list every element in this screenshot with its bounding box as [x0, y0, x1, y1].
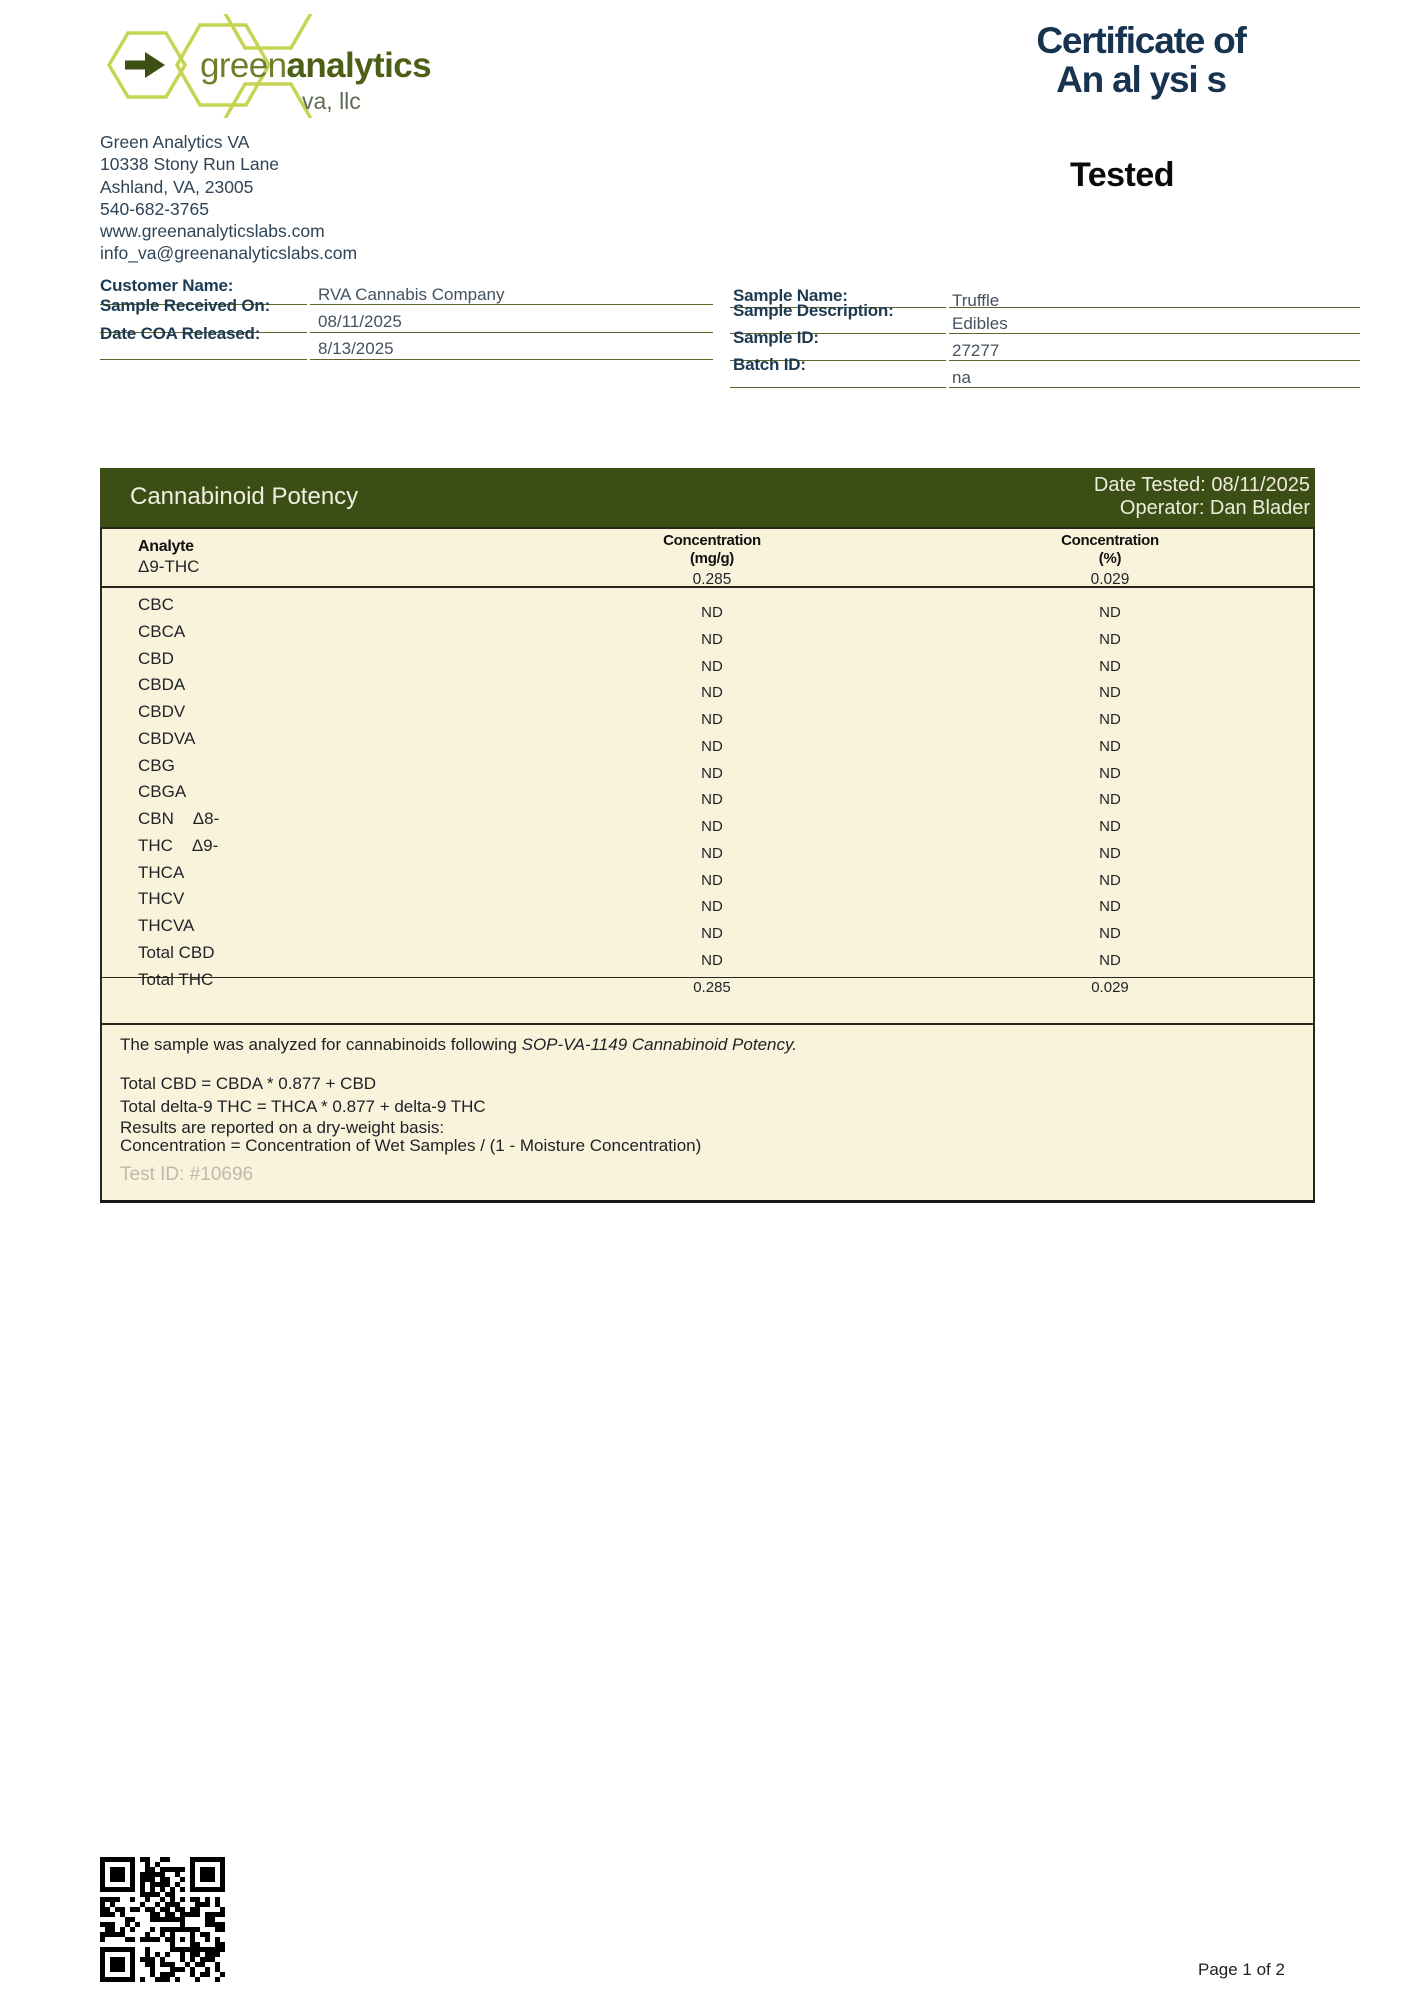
conc-mg-value: ND	[701, 711, 723, 728]
lab-phone: 540-682-3765	[100, 198, 209, 219]
potency-section-header	[100, 468, 1315, 527]
divider	[949, 333, 1360, 334]
conc-pct-value: ND	[1099, 844, 1121, 862]
analyte-name: CBC	[138, 595, 174, 614]
sample-received-value: 08/11/2025	[318, 312, 402, 331]
sample-id-label: Sample ID:	[733, 328, 819, 347]
conc-pct-value: ND	[1099, 737, 1121, 755]
customer-name-label: Customer Name:	[100, 276, 234, 295]
analysis-note	[120, 1035, 797, 1055]
header-underline	[100, 586, 1315, 588]
conc-mg-value: ND	[701, 818, 723, 835]
divider	[730, 387, 946, 388]
analyte-name: THC Δ9-	[138, 835, 219, 855]
analyte-name: CBGA	[138, 782, 187, 802]
analysis-note-sop: SOP-VA-1149 Cannabinoid Potency.	[521, 1035, 797, 1054]
analyte-name: Δ9-THC	[138, 557, 200, 576]
divider	[310, 304, 713, 305]
divider	[310, 359, 713, 360]
analyte-name: CBN Δ8-	[138, 809, 220, 828]
sample-description-label: Sample Description:	[733, 301, 894, 320]
brand-word-green: green	[200, 46, 287, 85]
conc-pct-value: ND	[1099, 657, 1121, 675]
test-id: Test ID: #10696	[120, 1164, 254, 1185]
analysis-note-text: The sample was analyzed for cannabinoids following	[120, 1035, 522, 1054]
analyte-name: CBDV	[138, 702, 186, 721]
conc-mg-value: ND	[701, 898, 723, 916]
table-row	[100, 781, 1315, 808]
column-header-conc-pct-2: (%)	[1098, 550, 1122, 567]
batch-id-label: Batch ID:	[733, 355, 806, 374]
customer-name-value: RVA Cannabis Company	[318, 285, 505, 304]
coa-released-value: 8/13/2025	[318, 339, 394, 358]
conc-pct-value: ND	[1099, 791, 1121, 809]
analyte-name: CBD	[138, 648, 174, 668]
operator: Operator: Dan Blader	[1119, 497, 1310, 519]
conc-pct-value: ND	[1099, 684, 1121, 702]
analyte-name: Total THC	[138, 969, 214, 989]
lab-street: 10338 Stony Run Lane	[100, 154, 280, 175]
conc-pct-value: ND	[1099, 818, 1121, 835]
lab-address-block	[100, 131, 357, 265]
certificate-title-line1: Certificate of	[1036, 20, 1246, 61]
formula-total-cbd: Total CBD = CBDA * 0.877 + CBD	[120, 1074, 377, 1093]
divider	[949, 360, 1360, 361]
conc-pct-value: ND	[1099, 898, 1121, 916]
lab-email: info_va@greenanalyticslabs.com	[100, 243, 358, 264]
formula-total-thc: Total delta-9 THC = THCA * 0.877 + delta-9 THC	[120, 1097, 486, 1116]
conc-mg-value: ND	[701, 737, 723, 755]
conc-mg-value: ND	[701, 791, 723, 809]
batch-id-value: na	[952, 368, 971, 387]
table-row	[100, 594, 1315, 621]
total-row-divider	[100, 977, 1315, 978]
table-row	[100, 808, 1315, 835]
tested-status: Tested	[1069, 156, 1175, 194]
analyte-name: CBDVA	[138, 728, 196, 748]
table-row	[100, 728, 1315, 755]
conc-mg-value: 0.285	[692, 571, 732, 588]
notes-top-border	[100, 1023, 1315, 1025]
column-header-conc-mg-1: Concentration	[663, 532, 761, 549]
analyte-name: THCA	[138, 862, 185, 882]
conc-mg-value: ND	[701, 844, 723, 862]
conc-mg-value: ND	[701, 925, 723, 942]
sample-name-label: Sample Name:	[733, 286, 848, 305]
analyte-name: THCVA	[138, 916, 195, 935]
arrow-icon	[125, 52, 165, 78]
table-row	[100, 862, 1315, 889]
lab-city: Ashland, VA, 23005	[100, 176, 254, 197]
column-header-conc-pct-1: Concentration	[1061, 532, 1159, 549]
table-row	[100, 674, 1315, 701]
brand-subtitle: va, llc	[302, 88, 361, 114]
conc-pct-value: ND	[1099, 951, 1121, 969]
sample-received-label: Sample Received On:	[100, 296, 271, 315]
conc-pct-value: 0.029	[1090, 571, 1130, 588]
table-row	[100, 888, 1315, 915]
divider	[949, 387, 1360, 388]
sample-id-value: 27277	[952, 341, 1000, 360]
concentration-note: Concentration = Concentration of Wet Samples / (1 - Moisture Concentration)	[120, 1136, 702, 1155]
certificate-title-line2: An al ysi s	[1056, 59, 1226, 100]
brand-wordmark	[200, 46, 431, 86]
analyte-name: CBDA	[138, 675, 186, 695]
analyte-name: Total CBD	[138, 942, 215, 962]
coa-released-label: Date COA Released:	[100, 324, 261, 343]
conc-mg-value: 0.285	[693, 978, 731, 996]
table-row	[100, 701, 1315, 728]
column-header-conc-mg-2: (mg/g)	[689, 550, 735, 567]
conc-pct-value: ND	[1099, 604, 1121, 621]
divider	[310, 332, 713, 333]
dry-weight-note: Results are reported on a dry-weight basis:	[120, 1118, 445, 1137]
conc-mg-value: ND	[701, 684, 723, 702]
conc-mg-value: ND	[701, 764, 723, 782]
conc-mg-value: ND	[701, 630, 723, 648]
analyte-name: THCV	[138, 889, 185, 909]
analyte-name: CBG	[138, 755, 175, 775]
conc-mg-value: ND	[701, 871, 723, 889]
table-row	[100, 755, 1315, 782]
table-row	[100, 969, 1315, 996]
table-row	[100, 942, 1315, 969]
conc-mg-value: ND	[701, 604, 723, 621]
table-row	[100, 648, 1315, 675]
table-row	[100, 621, 1315, 648]
divider	[949, 307, 1360, 308]
table-bottom-border	[100, 1200, 1315, 1203]
date-tested: Date Tested: 08/11/2025	[1093, 474, 1310, 496]
qr-code	[100, 1857, 225, 1982]
table-row	[100, 915, 1315, 942]
conc-pct-value: ND	[1099, 630, 1121, 648]
brand-word-analytics: analytics	[286, 46, 431, 85]
page-number: Page 1 of 2	[1198, 1960, 1285, 1979]
conc-mg-value: ND	[701, 951, 723, 969]
conc-pct-value: ND	[1099, 711, 1121, 728]
divider	[100, 359, 307, 360]
analyte-name: CBCA	[138, 621, 186, 641]
lab-name: Green Analytics VA	[100, 132, 250, 152]
lab-website: www.greenanalyticslabs.com	[100, 221, 325, 242]
test-meta	[1094, 474, 1310, 520]
table-row	[100, 835, 1315, 862]
conc-pct-value: 0.029	[1091, 978, 1129, 996]
section-title: Cannabinoid Potency	[130, 483, 359, 510]
conc-pct-value: ND	[1099, 925, 1121, 942]
conc-pct-value: ND	[1099, 871, 1121, 889]
conc-mg-value: ND	[701, 657, 723, 675]
sample-description-value: Edibles	[952, 314, 1008, 333]
sample-name-value: Truffle	[952, 291, 1000, 310]
potency-rows	[100, 594, 1315, 995]
column-header-analyte: Analyte	[138, 538, 194, 555]
conc-pct-value: ND	[1099, 764, 1121, 782]
